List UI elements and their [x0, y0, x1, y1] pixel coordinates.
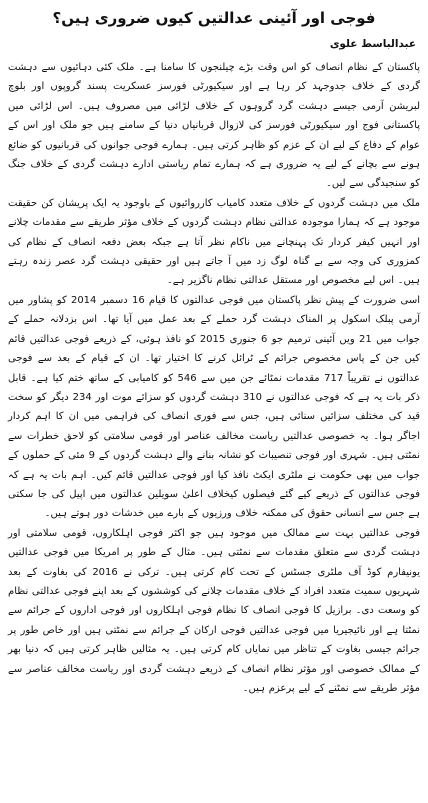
- article-title: فوجی اور آئینی عدالتیں کیوں ضروری ہیں؟: [52, 9, 376, 27]
- author-name: عبدالباسط علوی: [329, 38, 416, 50]
- article-paragraph-1: پاکستان کے نظام انصاف کو اس وقت بڑے چیلنجوں کا سامنا ہے۔ ملک کئی دہائیوں سے دہشت گردی کے خلاف جدوجہد کر رہا ہے اور سیکیورٹی فورسز عسکریت پسند گروپوں اور بلوچ لبریشن آرمی جیسے دہشت گرد گروہوں کے خلاف لڑائی میں مصروف ہیں۔ اس لڑائی میں پاکستانی فوج اور سیکیورٹی فورسز کی لازوال قربانیاں دنیا کے سامنے ہیں جو ملک اور اس کے عوام کے دفاع کے لیے ان کے عزم کو ظاہر کرتی ہیں۔ ہمارے فوجی جوانوں کی قربانیوں کو ضائع ہونے سے بچانے کے لیے یہ ضروری ہے کہ ہمارے تمام ریاستی ادارے دہشت گردی کے خلاف جنگ کو سنجیدگی سے لیں۔: [8, 62, 420, 190]
- article-paragraph-2: ملک میں دہشت گردوں کے خلاف متعدد کامیاب کارروائیوں کے باوجود یہ ایک پریشان کن حقیقت موجود ہے کہ ہمارا موجودہ عدالتی نظام دہشت گردوں کے خلاف مؤثر طریقے سے مقدمات چلانے اور انہیں کیفر کردار تک پہنچانے میں ناکام نظر آتا ہے جبکہ بعض دفعہ انصاف کے نظام کی کمزوری کی وجہ سے بے گناہ لوگ زد میں آ جاتے ہیں اور حقیقی دہشت گرد عصر زندہ رہتے ہیں۔ اس لیے مخصوص اور مستقل عدالتی نظام ناگزیر ہے۔: [8, 197, 420, 287]
- article-paragraph-3: اسی ضرورت کے پیش نظر پاکستان میں فوجی عدالتوں کا قیام 16 دسمبر 2014 کو پشاور میں آرمی پبلک اسکول پر المناک دہشت گرد حملے کے بعد عمل میں آیا تھا۔ اس بزدلانہ حملے کے جواب میں 21 ویں آئینی ترمیم جو 6 جنوری 2015 کو نافذ ہوئی، کے ذریعے فوجی عدالتیں قائم کیں جن کے پاس مخصوص جرائم کے ٹرائل کرنے کا اختیار تھا۔ ان کے قیام کے بعد سے فوجی عدالتوں نے تقریباً 717 مقدمات نمٹائے جن میں سے 546 کو کامیابی کے ساتھ ختم کیا ہے۔ قابل ذکر بات یہ ہے کہ فوجی عدالتوں نے 310 دہشت گردوں کو سزائے موت اور 234 دیگر کو سخت قید کی مختلف سزائیں سنائی ہیں، جس سے فوری انصاف کی فراہمی میں ان کا اہم کردار اجاگر ہوا۔ یہ خصوصی عدالتیں ریاست مخالف عناصر اور قومی سلامتی کو لاحق خطرات سے نمٹتی ہیں۔ شہری اور فوجی تنصیبات کو نشانہ بنانے والے دہشت گردوں کے 9 مئی کے حملوں کے جواب میں بھی حکومت نے ملٹری ایکٹ نافذ کیا اور فوجی عدالتیں قائم کیں۔ اہم بات یہ ہے کہ فوجی عدالتوں کے ذریعے کیے گئے فیصلوں کیخلاف اعلیٰ سویلین عدالتوں میں اپیل کی جا سکتی ہے جس سے انسانی حقوق کی ممکنہ خلاف ورزیوں کے بارے میں خدشات دور ہوتے ہیں۔: [8, 294, 421, 520]
- article-paragraph-4: فوجی عدالتیں بہت سے ممالک میں موجود ہیں جو اکثر فوجی اہلکاروں، قومی سلامتی اور دہشت گردی سے متعلق مقدمات سے نمٹتی ہیں۔ مثال کے طور پر امریکا میں فوجی عدالتیں یونیفارم کوڈ آف ملٹری جسٹس کے تحت کام کرتی ہیں۔ ترکی نے 2016 کی بغاوت کے بعد شہریوں سمیت متعدد افراد کے خلاف مقدمات چلانے کی کوششوں کے بعد اپنے فوجی عدالتی نظام کو وسعت دی۔ برازیل کا فوجی انصاف کا نظام فوجی اہلکاروں اور فوجی اداروں کے جرائم سے نمٹتا ہے اور نائیجیریا میں فوجی عدالتیں فوجی ارکان کے جرائم سے نمٹتی ہیں اور خاص طور پر جرائم جیسی بغاوت کے تناظر میں نمایاں کام کرتی ہیں۔ یہ مثالیں ظاہر کرتی ہیں کہ دنیا بھر کے ممالک خصوصی اور مؤثر نظام انصاف کے ذریعے دہشت گردی اور ریاست مخالف عناصر سے مؤثر طریقے سے نمٹنے کے لیے پرعزم ہیں۔: [8, 527, 421, 694]
